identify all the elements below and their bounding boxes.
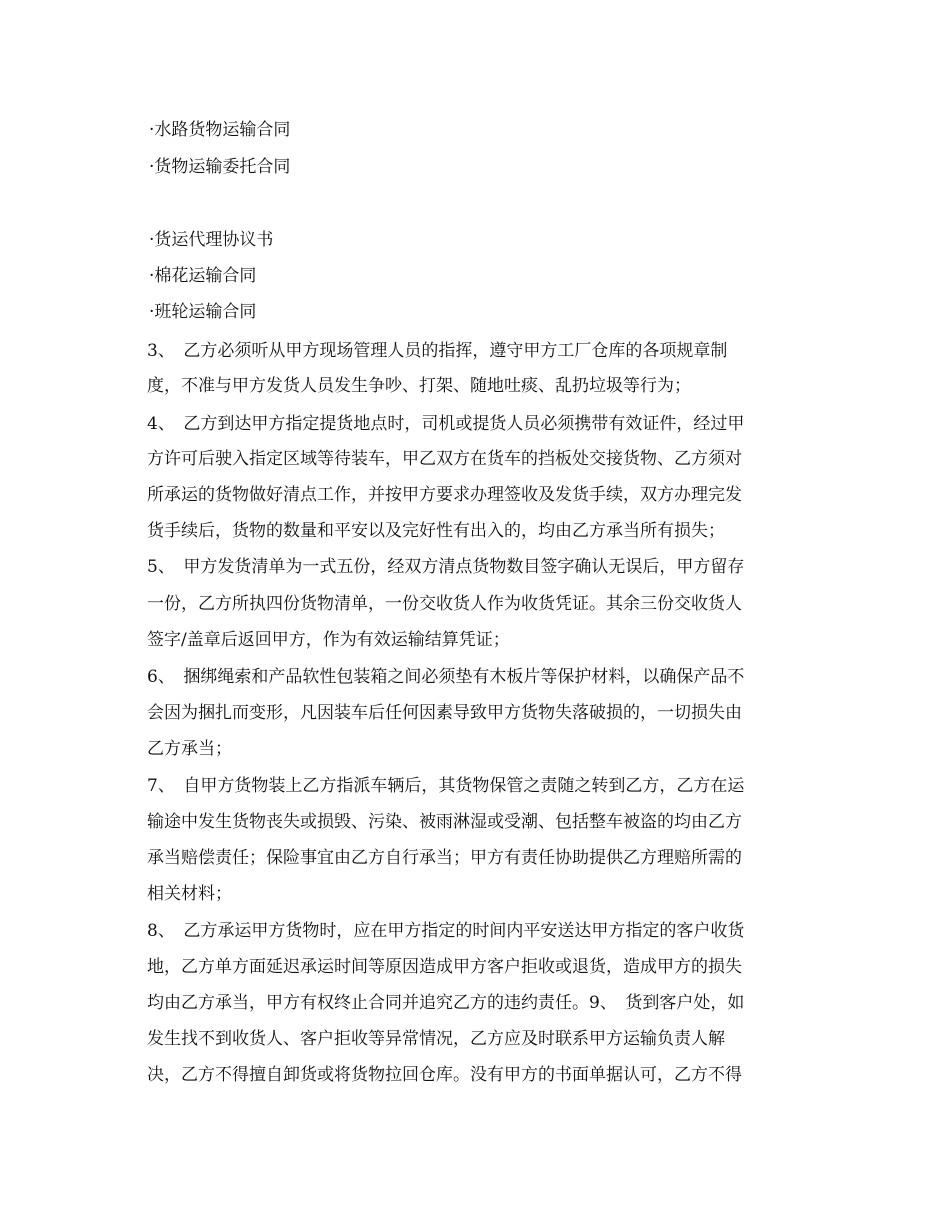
related-link-freight-agency[interactable]: ·货运代理协议书 (149, 230, 274, 250)
paragraph-line: 5、 甲方发货清单为一式五份，经双方清点货物数目签字确认无误后，甲方留存 (147, 557, 745, 577)
paragraph-line: 承当赔偿责任；保险事宜由乙方自行承当；甲方有责任协助提供乙方理赔所需的 (147, 848, 742, 868)
paragraph-line: 7、 自甲方货物装上乙方指派车辆后，其货物保管之责随之转到乙方，乙方在运 (147, 776, 745, 796)
related-link-liner-transport[interactable]: ·班轮运输合同 (149, 302, 257, 322)
paragraph-line: 均由乙方承当，甲方有权终止合同并追究乙方的违约责任。9、 货到客户处，如 (147, 993, 745, 1013)
paragraph-line: 货手续后，货物的数量和平安以及完好性有出入的，均由乙方承当所有损失； (147, 521, 725, 541)
paragraph-line: 6、 捆绑绳索和产品软性包装箱之间必须垫有木板片等保护材料，以确保产品不 (147, 667, 745, 687)
paragraph-line: 8、 乙方承运甲方货物时，应在甲方指定的时间内平安送达甲方指定的客户收货 (147, 921, 745, 941)
related-link-water-cargo[interactable]: ·水路货物运输合同 (149, 120, 291, 140)
paragraph-line: 会因为捆扎而变形，凡因装车后任何因素导致甲方货物失落破损的，一切损失由 (147, 703, 742, 723)
paragraph-line: 相关材料； (147, 884, 232, 904)
paragraph-line: 所承运的货物做好清点工作，并按甲方要求办理签收及发货手续，双方办理完发 (147, 485, 742, 505)
paragraph-line: 4、 乙方到达甲方指定提货地点时，司机或提货人员必须携带有效证件，经过甲 (147, 414, 745, 434)
paragraph-line: 一份，乙方所执四份货物清单，一份交收货人作为收货凭证。其余三份交收货人 (147, 594, 742, 614)
paragraph-line: 地，乙方单方面延迟承运时间等原因造成甲方客户拒收或退货，造成甲方的损失 (147, 957, 742, 977)
paragraph-line: 决，乙方不得擅自卸货或将货物拉回仓库。没有甲方的书面单据认可，乙方不得 (147, 1065, 742, 1085)
related-link-cotton-transport[interactable]: ·棉花运输合同 (149, 266, 257, 286)
paragraph-line: 签字/盖章后返回甲方，作为有效运输结算凭证； (147, 630, 510, 650)
paragraph-line: 输途中发生货物丧失或损毁、污染、被雨淋湿或受潮、包括整车被盗的均由乙方 (147, 812, 742, 832)
paragraph-line: 乙方承当； (147, 739, 232, 759)
paragraph-line: 发生找不到收货人、客户拒收等异常情况，乙方应及时联系甲方运输负责人解 (147, 1029, 725, 1049)
related-link-cargo-commission[interactable]: ·货物运输委托合同 (149, 157, 291, 177)
paragraph-line: 度，不准与甲方发货人员发生争吵、打架、随地吐痰、乱扔垃圾等行为； (147, 376, 691, 396)
paragraph-line: 方许可后驶入指定区域等待装车，甲乙双方在货车的挡板处交接货物、乙方须对 (147, 449, 742, 469)
paragraph-line: 3、 乙方必须听从甲方现场管理人员的指挥，遵守甲方工厂仓库的各项规章制 (147, 341, 728, 361)
